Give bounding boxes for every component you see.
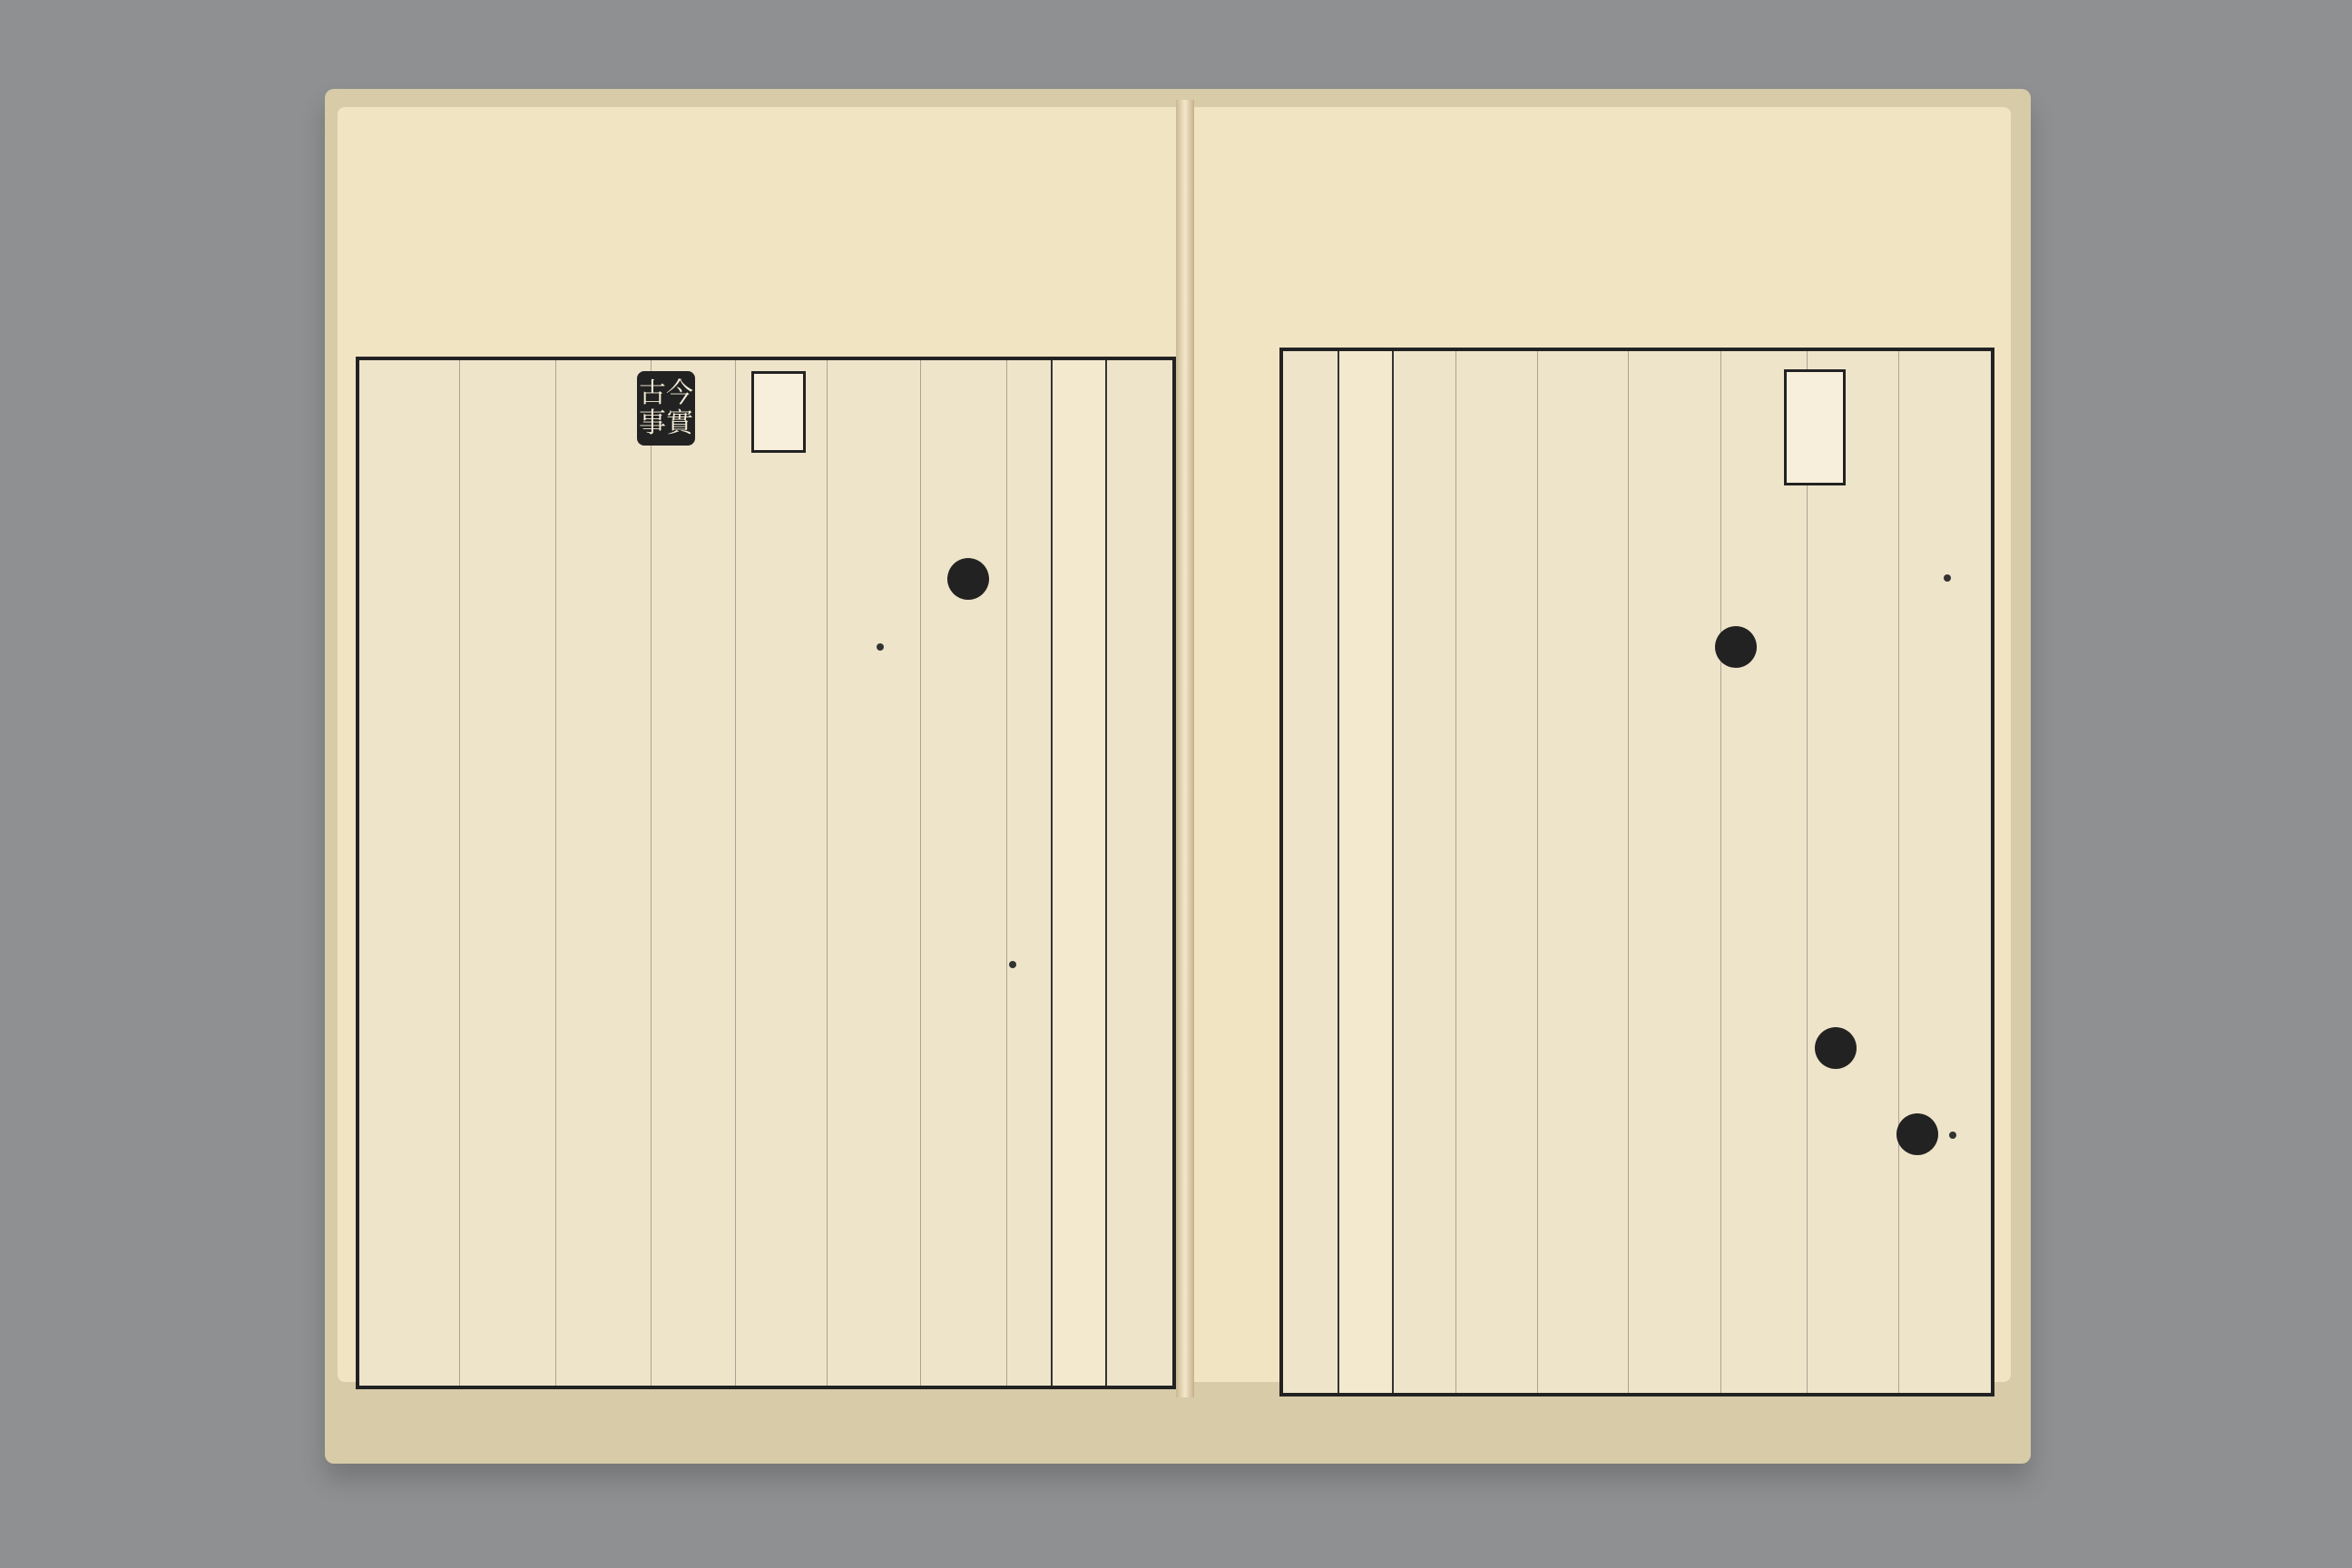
right-column-divider [1720,351,1774,1393]
left-label-box [751,371,806,453]
left-column-divider [920,360,974,1386]
left-header-box [637,371,695,446]
text-dot [1949,1132,1956,1139]
text-dot [1009,961,1016,968]
right-text-mark [1715,626,1757,668]
right-column-divider [1537,351,1591,1393]
right-text-frame [1279,348,1994,1396]
left-text-frame [356,357,1176,1389]
right-column-divider [1628,351,1681,1393]
right-column-divider [1898,351,1952,1393]
text-dot [877,643,884,651]
right-column-divider [1807,351,1860,1393]
right-column-divider [1455,351,1509,1393]
book-gutter [1176,100,1194,1397]
right-text-mark [1896,1113,1938,1155]
left-header-text: 古今事實 [639,377,693,439]
right-text-mark [1815,1027,1857,1069]
left-text-mark [947,558,989,600]
left-column-divider [459,360,513,1386]
left-column-divider [555,360,609,1386]
text-dot [1944,574,1951,582]
right-center-band [1338,351,1394,1393]
left-column-divider [651,360,704,1386]
left-column-divider [827,360,880,1386]
left-column-divider [735,360,789,1386]
left-column-divider [1006,360,1060,1386]
right-header-box [1784,369,1846,485]
